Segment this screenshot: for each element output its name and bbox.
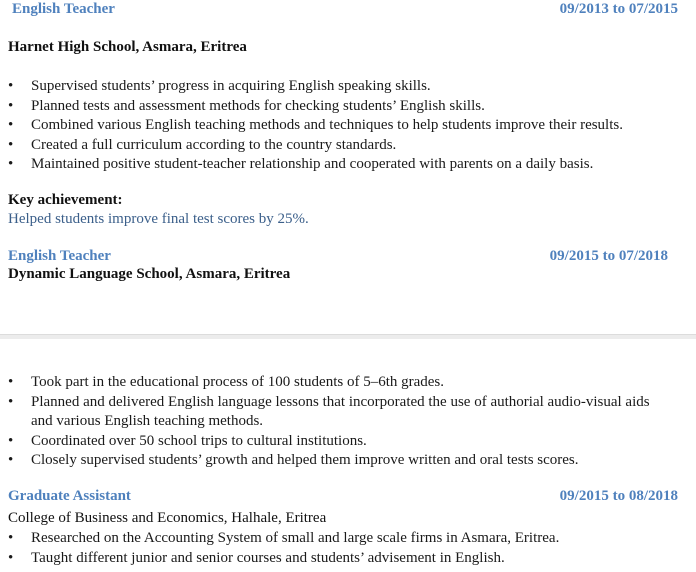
job-dates: 09/2015 to 07/2018 <box>549 248 668 264</box>
bullet-icon: • <box>8 393 14 410</box>
responsibilities-list <box>0 373 650 471</box>
bullet-icon: • <box>8 530 14 546</box>
bullet-icon: • <box>8 117 14 133</box>
list-item: • Planned tests and assessment methods for checking students’ English skills. <box>0 97 623 117</box>
list-item: • Coordinated over 50 school trips to cultural institutions. <box>0 432 650 452</box>
employer-name: Dynamic Language School, Asmara, Eritrea <box>8 266 291 282</box>
job-title: English Teacher <box>8 248 111 264</box>
list-item: • Researched on the Accounting System of small and large scale firms in Asmara, Eritrea. <box>0 529 559 549</box>
bullet-icon: • <box>8 78 14 94</box>
list-item: • Created a full curriculum according to the country standards. <box>0 136 623 156</box>
responsibilities-list <box>0 529 559 568</box>
bullet-icon: • <box>8 97 14 114</box>
key-achievement-text: Helped students improve final test scores by 25%. <box>8 211 309 227</box>
list-item: • Planned and delivered English language lessons that incorporated the use of authorial audio-visual aids and various English teaching methods. <box>8 393 650 429</box>
bullet-icon: • <box>8 432 14 449</box>
job-title: English Teacher <box>12 1 115 17</box>
bullet-icon: • <box>8 374 14 390</box>
key-achievement-label: Key achievement: <box>8 192 123 208</box>
list-item: • Taught different junior and senior courses and students’ advisement in English. <box>0 549 559 569</box>
list-item: • Maintained positive student-teacher relationship and cooperated with parents on a daily basis. <box>0 155 623 175</box>
list-item: • Supervised students’ progress in acquiring English speaking skills. <box>0 77 623 97</box>
employer-name: College of Business and Economics, Halhale, Eritrea <box>8 510 327 526</box>
job-dates: 09/2013 to 07/2015 <box>559 1 678 17</box>
employer-name: Harnet High School, Asmara, Eritrea <box>8 39 247 55</box>
job-dates: 09/2015 to 08/2018 <box>559 488 678 504</box>
bullet-icon: • <box>8 452 14 468</box>
list-item: • Closely supervised students’ growth and helped them improve written and oral tests scores. <box>0 451 650 471</box>
list-item: • Combined various English teaching methods and techniques to help students improve their results. <box>0 116 623 136</box>
job-title: Graduate Assistant <box>8 488 131 504</box>
bullet-icon: • <box>8 136 14 153</box>
resume-page-2 <box>0 339 696 572</box>
bullet-icon: • <box>8 549 14 566</box>
list-item: • Took part in the educational process of 100 students of 5–6th grades. <box>0 373 650 393</box>
bullet-icon: • <box>8 156 14 172</box>
responsibilities-list <box>0 77 623 175</box>
